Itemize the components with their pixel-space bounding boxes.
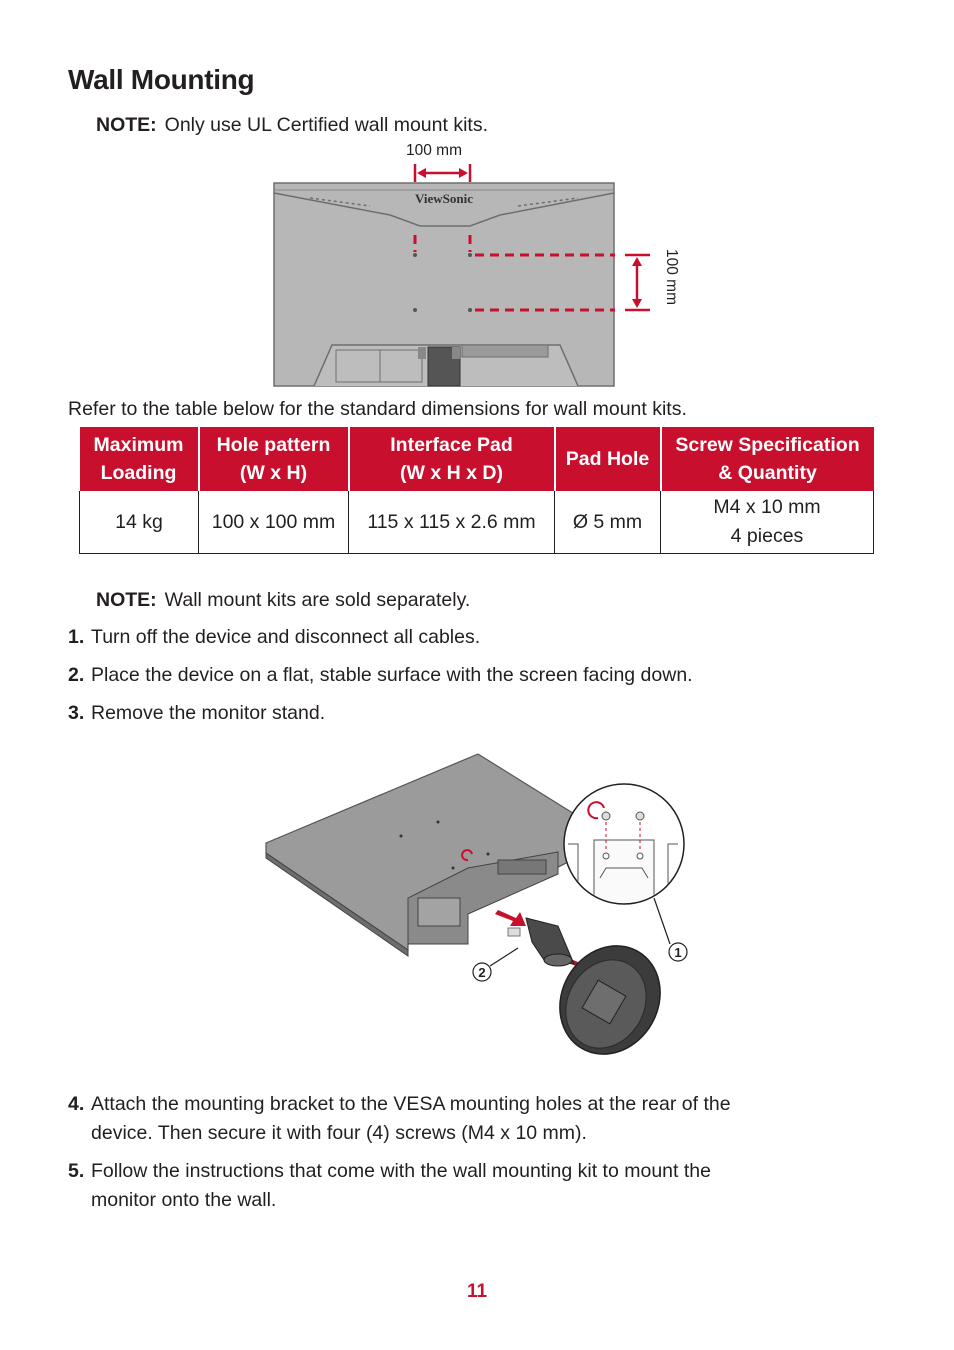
note-text: Only use UL Certified wall mount kits. — [164, 114, 488, 136]
step-text-continued: monitor onto the wall. — [91, 1189, 277, 1211]
callout-2-label: 2 — [478, 965, 486, 980]
step-1 — [68, 623, 480, 652]
step-4 — [68, 1090, 731, 1148]
callout-1-label: 1 — [674, 945, 682, 960]
table-intro: Refer to the table below for the standard dimensions for wall mount kits. — [68, 398, 687, 420]
step-3 — [68, 699, 325, 728]
step-text: Remove the monitor stand. — [91, 702, 326, 724]
header-interface-pad: Interface Pad (W x H x D) — [349, 427, 555, 491]
step-text-continued: device. Then secure it with four (4) screws (M4 x 10 mm). — [91, 1122, 587, 1144]
header-screw-spec: Screw Specification & Quantity — [661, 427, 874, 491]
step-text: Turn off the device and disconnect all cables. — [91, 626, 481, 648]
note-label: NOTE: — [96, 114, 157, 136]
step-number: 5. — [68, 1160, 85, 1182]
cell-hole-pattern: 100 x 100 mm — [199, 491, 349, 554]
wall-mount-spec-table — [79, 427, 874, 554]
step-text: Follow the instructions that come with the wall mounting kit to mount the — [91, 1160, 711, 1182]
stand-removal-diagram — [258, 748, 698, 1060]
table-row — [80, 491, 874, 554]
header-pad-hole: Pad Hole — [555, 427, 661, 491]
step-number: 2. — [68, 664, 85, 686]
note-ul-certified — [96, 114, 488, 137]
step-text: Place the device on a flat, stable surface with the screen facing down. — [91, 664, 693, 686]
step-number: 4. — [68, 1093, 85, 1115]
step-2 — [68, 661, 693, 690]
step-5 — [68, 1157, 711, 1215]
horizontal-dimension-arrow — [415, 164, 470, 182]
step-text: Attach the mounting bracket to the VESA mounting holes at the rear of the — [91, 1093, 731, 1115]
note-text: Wall mount kits are sold separately. — [164, 589, 471, 611]
note-sold-separately — [96, 589, 470, 612]
page-number: 11 — [466, 1281, 488, 1302]
vertical-dimension-label: 100 mm — [663, 249, 680, 305]
header-hole-pattern: Hole pattern (W x H) — [199, 427, 349, 491]
vertical-dimension-arrow — [625, 255, 650, 310]
step-number: 1. — [68, 626, 85, 648]
cell-screw-spec: M4 x 10 mm 4 pieces — [661, 491, 874, 554]
page-title: Wall Mounting — [68, 64, 255, 95]
cell-pad-hole: Ø 5 mm — [555, 491, 661, 554]
vesa-rear-diagram — [270, 140, 690, 390]
cell-max-loading: 14 kg — [80, 491, 199, 554]
horizontal-dimension-label: 100 mm — [406, 142, 462, 159]
header-max-loading: Maximum Loading — [80, 427, 199, 491]
note-label: NOTE: — [96, 589, 157, 611]
cell-interface-pad: 115 x 115 x 2.6 mm — [349, 491, 555, 554]
step-number: 3. — [68, 702, 85, 724]
brand-logo: ViewSonic — [414, 191, 474, 206]
table-header-row — [80, 427, 874, 491]
